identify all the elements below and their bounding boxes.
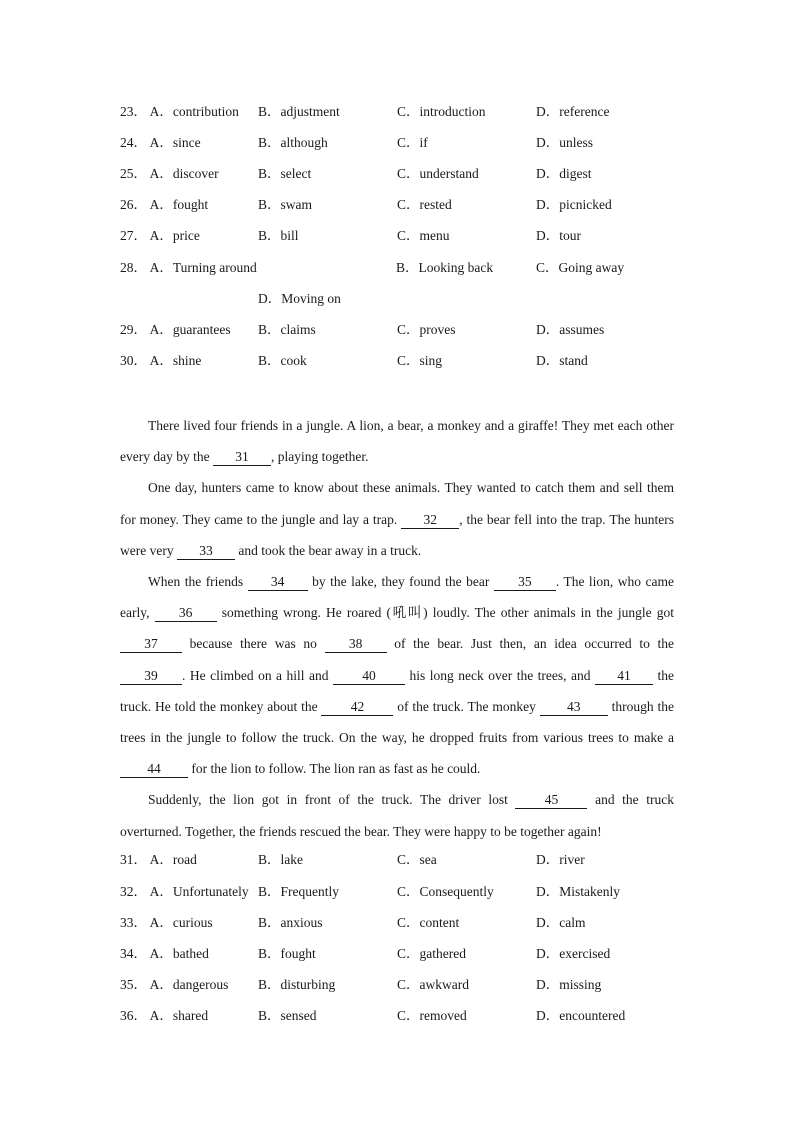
q36-option-a: 36． A．shared	[120, 1008, 209, 1023]
q25-option-c: C．understand	[397, 166, 479, 181]
q28-option-a: 28． A．Turning around	[120, 260, 257, 275]
blank-43: 43	[540, 699, 608, 716]
q32-option-c: C．Consequently	[397, 884, 494, 899]
q31-option-d: D．river	[536, 852, 585, 867]
passage-paragraph-4: Suddenly, the lion got in front of the truck. The driver lost 45 and the truck overturned. Together, the friends rescued the bear. They were happy to be together again!	[120, 792, 674, 839]
blank-40: 40	[333, 668, 405, 685]
q26-option-a: 26． A．fought	[120, 197, 209, 212]
q25-option-a: 25． A．discover	[120, 166, 219, 181]
q35-option-d: D．missing	[536, 977, 602, 992]
q36-option-b: B．sensed	[258, 1008, 317, 1023]
passage-paragraph-1: There lived four friends in a jungle. A lion, a bear, a monkey and a giraffe! They met each other every day by the 31 , playing together.	[120, 418, 674, 465]
q25-option-b: B．select	[258, 166, 312, 181]
question-35-options	[120, 974, 680, 996]
q27-option-d: D．tour	[536, 228, 581, 243]
q23-option-d: D．reference	[536, 104, 610, 119]
q30-option-b: B．cook	[258, 353, 307, 368]
q28-option-d: D．Moving on	[258, 291, 341, 306]
blank-41: 41	[595, 668, 653, 685]
blank-33: 33	[177, 543, 235, 560]
cloze-passage	[120, 410, 674, 847]
q24-option-b: B．although	[258, 135, 328, 150]
q32-option-b: B．Frequently	[258, 884, 339, 899]
question-32-options	[120, 881, 680, 903]
q27-option-a: 27． A．price	[120, 228, 200, 243]
q29-option-a: 29． A．guarantees	[120, 322, 231, 337]
blank-37: 37	[120, 636, 182, 653]
q31-option-b: B．lake	[258, 852, 303, 867]
q30-option-c: C．sing	[397, 353, 443, 368]
q26-option-d: D．picnicked	[536, 197, 612, 212]
question-36-options	[120, 1005, 680, 1027]
q28-option-b: B．Looking back	[396, 260, 494, 275]
q33-option-d: D．calm	[536, 915, 586, 930]
q34-option-c: C．gathered	[397, 946, 466, 961]
q23-option-c: C．introduction	[397, 104, 486, 119]
q31-option-a: 31． A．road	[120, 852, 197, 867]
question-24-options	[120, 132, 680, 154]
question-28-options	[120, 257, 680, 279]
q28-option-c: C．Going away	[536, 260, 625, 275]
q36-option-d: D．encountered	[536, 1008, 626, 1023]
q23-option-b: B．adjustment	[258, 104, 340, 119]
blank-32: 32	[401, 512, 459, 529]
q35-option-a: 35． A．dangerous	[120, 977, 229, 992]
q32-option-d: D．Mistakenly	[536, 884, 620, 899]
question-27-options	[120, 225, 680, 247]
q25-option-d: D．digest	[536, 166, 592, 181]
q30-option-d: D．stand	[536, 353, 588, 368]
q30-option-a: 30． A．shine	[120, 353, 202, 368]
q32-option-a: 32． A．Unfortunately	[120, 884, 249, 899]
question-28-options-continued	[120, 288, 680, 310]
q29-option-b: B．claims	[258, 322, 316, 337]
q34-option-a: 34． A．bathed	[120, 946, 209, 961]
q34-option-b: B．fought	[258, 946, 316, 961]
blank-42: 42	[321, 699, 393, 716]
question-23-options	[120, 101, 680, 123]
q31-option-c: C．sea	[397, 852, 437, 867]
q23-option-a: 23． A．contribution	[120, 104, 239, 119]
passage-paragraph-3: When the friends 34 by the lake, they found the bear 35 . The lion, who came early, 36 something wrong. He roared (吼叫) loudly. The other animals in the jungle got 37 because there was no 38 of the bear. Just then, an idea occurred to the 39 . He climbed on a hill and 40 his long neck over the trees, and 41 the truck. He told the monkey about the 42 of the truck. The monkey 43 through the trees in the jungle to follow the truck. On the way, he dropped fruits from various trees to make a 44 for the lion to follow. The lion ran as fast as he could.	[120, 574, 674, 777]
q33-option-c: C．content	[397, 915, 460, 930]
question-30-options	[120, 350, 680, 372]
blank-31: 31	[213, 449, 271, 466]
question-31-options	[120, 849, 680, 871]
q24-option-d: D．unless	[536, 135, 593, 150]
blank-45: 45	[515, 792, 587, 809]
q33-option-b: B．anxious	[258, 915, 323, 930]
q26-option-b: B．swam	[258, 197, 312, 212]
question-33-options	[120, 912, 680, 934]
passage-paragraph-2: One day, hunters came to know about these animals. They wanted to catch them and sell them for money. They came to the jungle and lay a trap. 32 , the bear fell into the trap. The hunters were very 33 and took the bear away in a truck.	[120, 480, 674, 558]
q33-option-a: 33． A．curious	[120, 915, 213, 930]
blank-35: 35	[494, 574, 556, 591]
blank-44: 44	[120, 761, 188, 778]
q29-option-d: D．assumes	[536, 322, 605, 337]
q24-option-a: 24． A．since	[120, 135, 201, 150]
q34-option-d: D．exercised	[536, 946, 611, 961]
q24-option-c: C．if	[397, 135, 428, 150]
blank-39: 39	[120, 668, 182, 685]
question-34-options	[120, 943, 680, 965]
blank-36: 36	[155, 605, 217, 622]
q35-option-c: C．awkward	[397, 977, 469, 992]
blank-38: 38	[325, 636, 387, 653]
question-25-options	[120, 163, 680, 185]
q27-option-b: B．bill	[258, 228, 299, 243]
q36-option-c: C．removed	[397, 1008, 467, 1023]
question-26-options	[120, 194, 680, 216]
q27-option-c: C．menu	[397, 228, 450, 243]
q29-option-c: C．proves	[397, 322, 456, 337]
q35-option-b: B．disturbing	[258, 977, 336, 992]
q26-option-c: C．rested	[397, 197, 452, 212]
question-29-options	[120, 319, 680, 341]
blank-34: 34	[248, 574, 308, 591]
